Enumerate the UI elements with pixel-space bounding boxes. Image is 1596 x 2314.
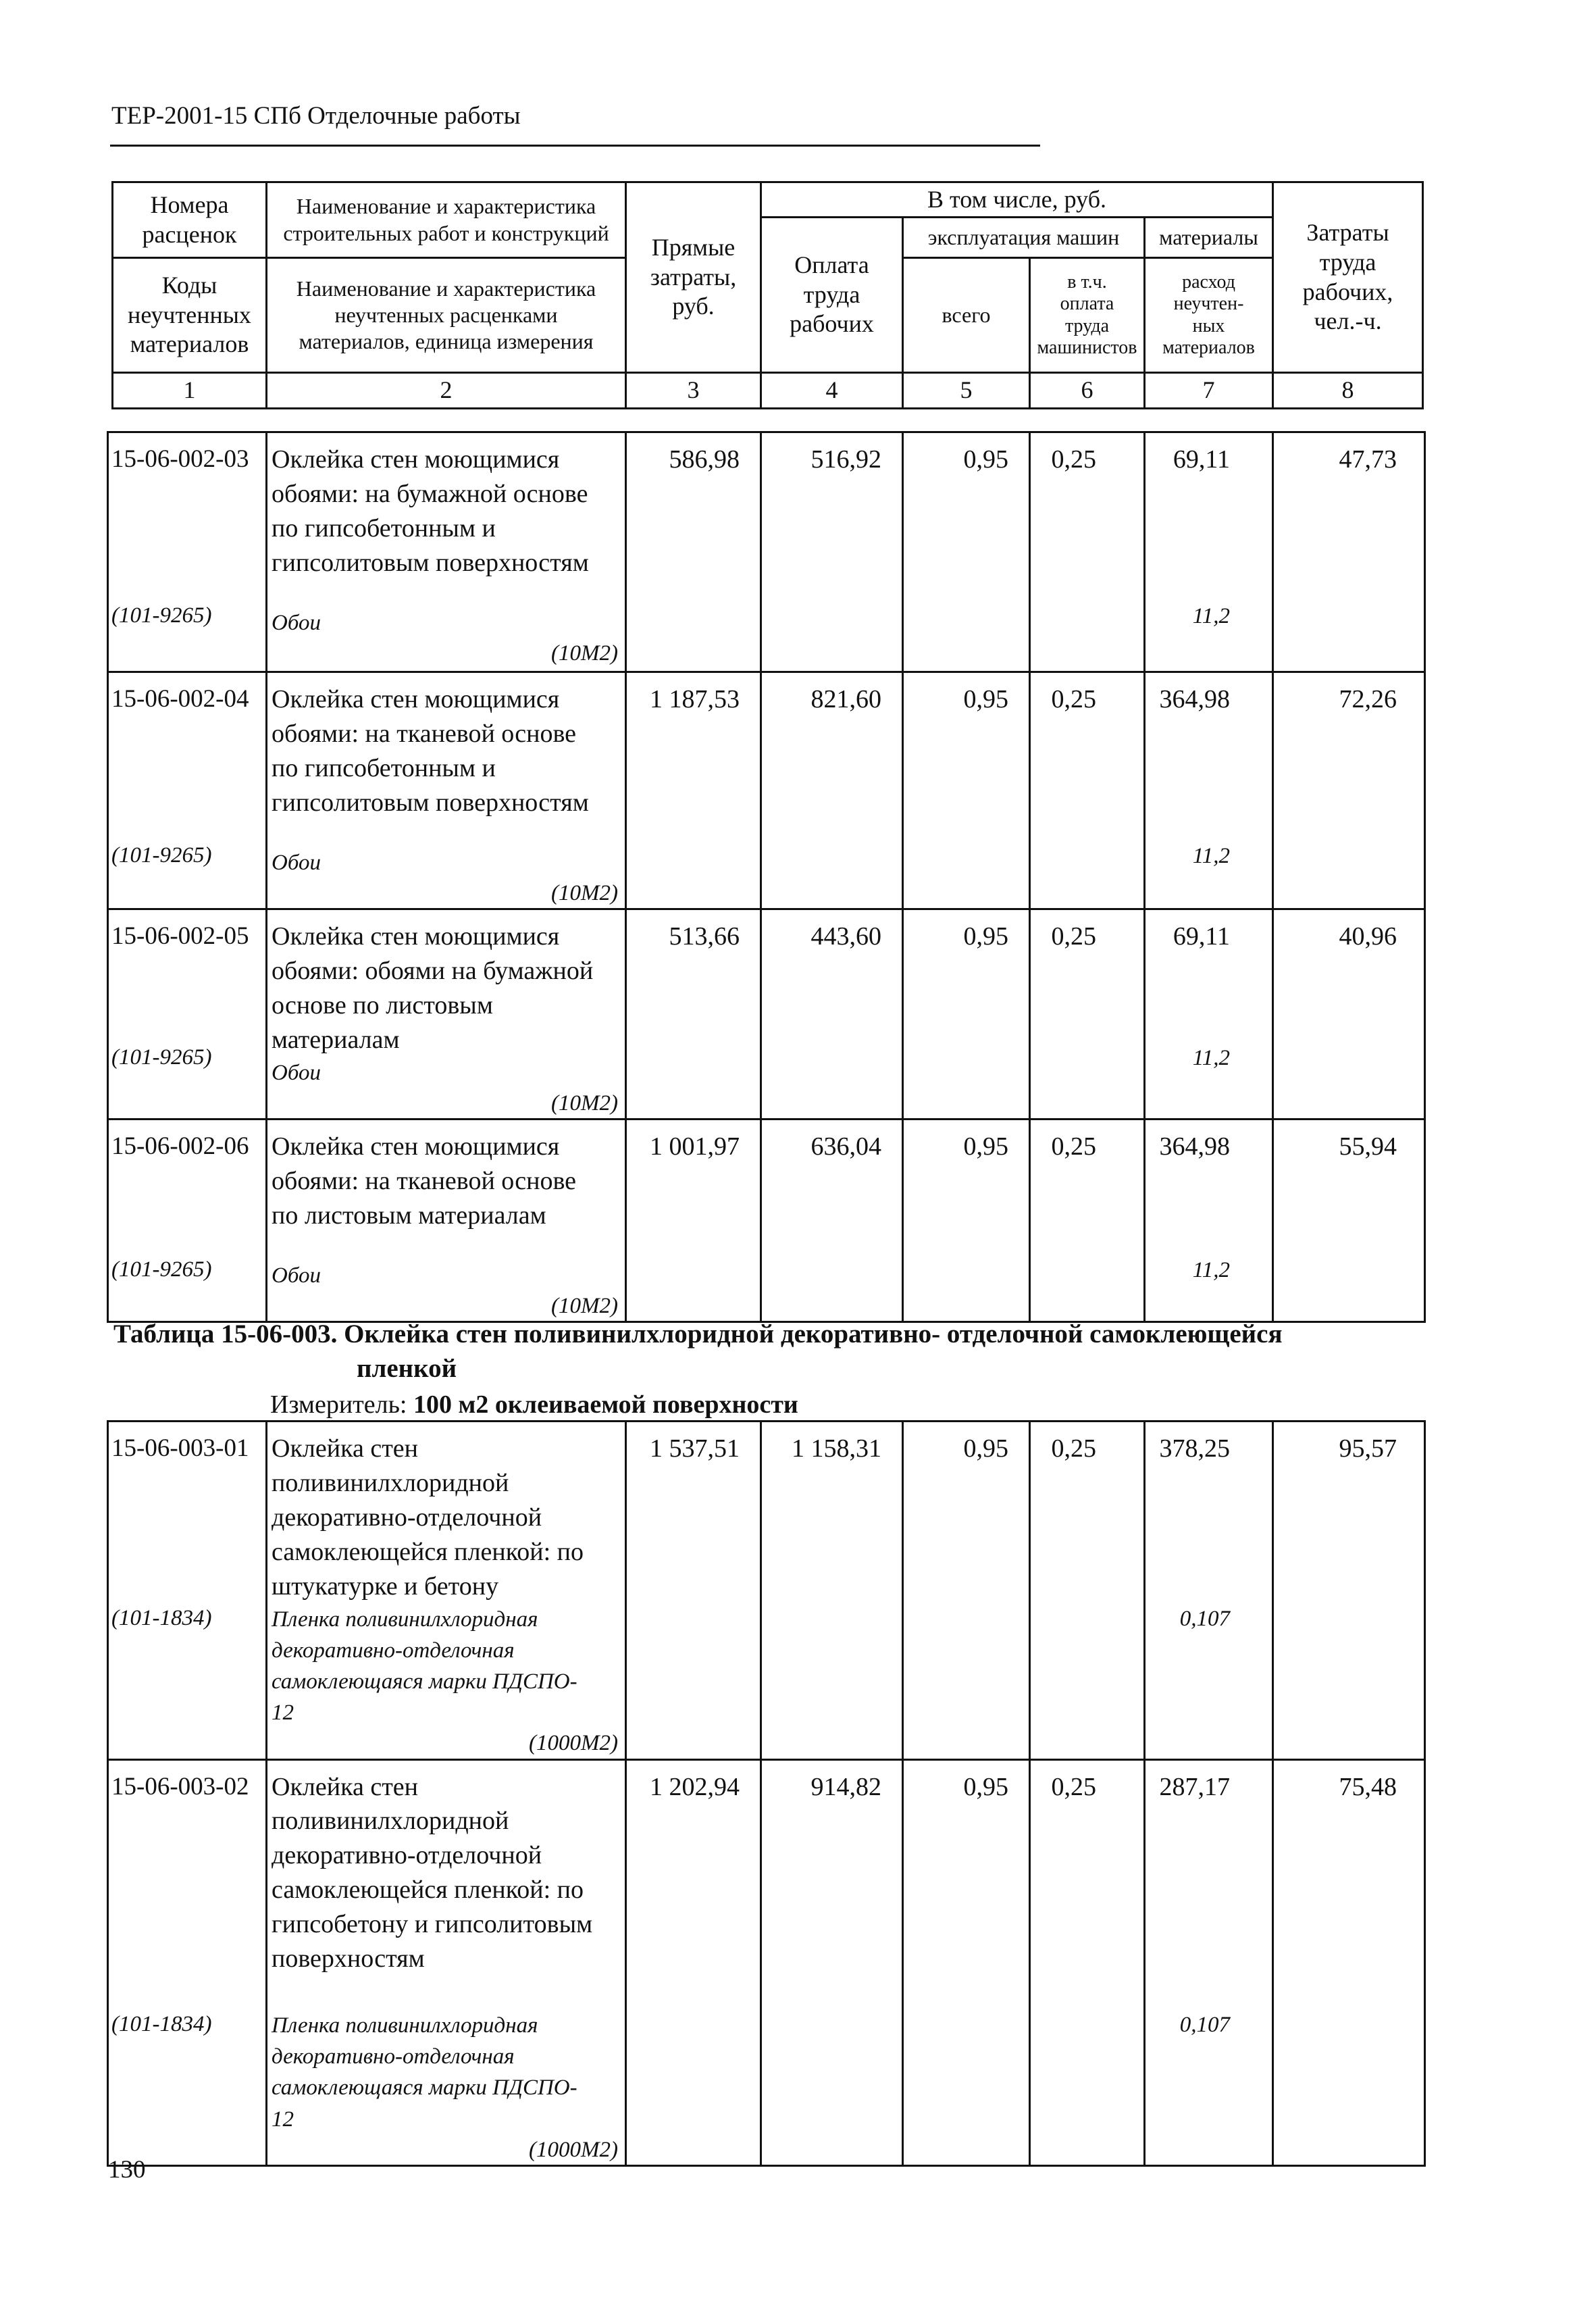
direct-cost: 1 202,94	[626, 1759, 761, 2165]
direct-cost: 586,98	[626, 432, 761, 672]
material-code: (101-1834)	[111, 2012, 212, 2037]
machinists-cost: 0,25	[1030, 432, 1145, 672]
page-header: ТЕР-2001-15 СПб Отделочные работы	[111, 102, 521, 130]
labor-cost: 914,82	[761, 1759, 903, 2165]
material-code: (101-9265)	[111, 603, 212, 628]
work-name-cell: Оклейка стен поливинилхлоридной декоративно-отделочной самоклеющейся пленкой: по штукатурке и бетону Пленка поливинилхлоридная декоративно-отделочная самоклеющаяся марки ПДСПО- 12 (1000М2)	[267, 1422, 626, 1760]
rate-code-cell: 15-06-002-04 (101-9265)	[108, 672, 267, 909]
material-qty: 0,107	[1179, 2013, 1230, 2038]
labor-hours: 40,96	[1273, 909, 1425, 1120]
labor-cost: 516,92	[761, 432, 903, 672]
rate-code-cell: 15-06-002-06 (101-9265)	[108, 1120, 267, 1322]
table-row	[108, 909, 1425, 1120]
material-name: Обои	[272, 850, 321, 875]
col-number: 7	[1145, 373, 1273, 409]
material-name: 12	[272, 2107, 294, 2132]
work-name-cell: Оклейка стен поливинилхлоридной декоративно-отделочной самоклеющейся пленкой: по гипсобетону и гипсолитовым поверхностям Пленка поливинилхлоридная декоративно-отделочная самоклеющаяся марки ПДСПО- 12 (1000М2)	[267, 1759, 626, 2165]
material-name: 12	[272, 1701, 294, 1726]
labor-cost: 443,60	[761, 909, 903, 1120]
machinists-cost: 0,25	[1030, 1759, 1145, 2165]
direct-cost: 1 001,97	[626, 1120, 761, 1322]
work-name-cell: Оклейка стен моющимися обоями: на тканевой основе по листовым материалам Обои (10М2)	[267, 1120, 626, 1322]
machinists-cost: 0,25	[1030, 1120, 1145, 1322]
material-unit: (10М2)	[551, 880, 618, 905]
machines-total: 0,95	[903, 1422, 1030, 1760]
table-row	[108, 1422, 1425, 1760]
material-code: (101-9265)	[111, 842, 212, 867]
header-col1-bottom: Коды неучтенных материалов	[113, 258, 267, 373]
machines-total: 0,95	[903, 909, 1030, 1120]
labor-hours: 95,57	[1273, 1422, 1425, 1760]
labor-cost: 636,04	[761, 1120, 903, 1322]
col-number: 3	[626, 373, 761, 409]
column-header-table	[111, 181, 1424, 409]
material-name: декоративно-отделочная	[272, 2044, 515, 2069]
rate-code-cell: 15-06-002-03 (101-9265)	[108, 432, 267, 672]
work-name-cell: Оклейка стен моющимися обоями: обоями на бумажной основе по листовым материалам Обои (10М2)	[267, 909, 626, 1120]
materials-cost: 287,17 0,107	[1145, 1759, 1273, 2165]
material-unit: (10М2)	[551, 1293, 618, 1318]
direct-cost: 1 537,51	[626, 1422, 761, 1760]
material-qty: 11,2	[1192, 603, 1230, 628]
material-name: Пленка поливинилхлоридная	[272, 2013, 538, 2038]
labor-cost: 1 158,31	[761, 1422, 903, 1760]
materials-cost: 69,11 11,2	[1145, 909, 1273, 1120]
header-col2-bottom: Наименование и характеристика неучтенных расценками материалов, единица измерения	[267, 258, 626, 373]
direct-cost: 513,66	[626, 909, 761, 1120]
material-qty: 11,2	[1192, 843, 1230, 868]
material-unit: (1000М2)	[529, 2137, 618, 2162]
table-row	[108, 1759, 1425, 2165]
header-col1-top: Номера расценок	[113, 182, 267, 258]
rates-table-15-06-003	[107, 1420, 1426, 2167]
col-number: 6	[1030, 373, 1145, 409]
materials-cost: 364,98 11,2	[1145, 672, 1273, 909]
col-number: 4	[761, 373, 903, 409]
table-row	[108, 672, 1425, 909]
table-row	[108, 1120, 1425, 1322]
direct-cost: 1 187,53	[626, 672, 761, 909]
header-rule	[110, 145, 1040, 147]
labor-hours: 55,94	[1273, 1120, 1425, 1322]
machinists-cost: 0,25	[1030, 672, 1145, 909]
materials-cost: 69,11 11,2	[1145, 432, 1273, 672]
material-name: Обои	[272, 1263, 321, 1288]
material-unit: (10М2)	[551, 640, 618, 665]
materials-cost: 364,98 11,2	[1145, 1120, 1273, 1322]
table-row	[108, 432, 1425, 672]
machinists-cost: 0,25	[1030, 909, 1145, 1120]
header-machines: эксплуатация машин	[903, 218, 1145, 258]
header-col4: Оплата труда рабочих	[761, 218, 903, 373]
machines-total: 0,95	[903, 672, 1030, 909]
rate-code-cell: 15-06-003-02 (101-1834)	[108, 1759, 267, 2165]
header-col2-top: Наименование и характеристика строительных работ и конструкций	[267, 182, 626, 258]
machinists-cost: 0,25	[1030, 1422, 1145, 1760]
work-name-cell: Оклейка стен моющимися обоями: на тканевой основе по гипсобетонным и гипсолитовым поверхностям Обои (10М2)	[267, 672, 626, 909]
labor-cost: 821,60	[761, 672, 903, 909]
machines-total: 0,95	[903, 1759, 1030, 2165]
labor-hours: 47,73	[1273, 432, 1425, 672]
material-name: самоклеющаяся марки ПДСПО-	[272, 2076, 577, 2101]
header-group: В том числе, руб.	[761, 182, 1273, 218]
material-code: (101-9265)	[111, 1257, 212, 1282]
rate-code-cell: 15-06-003-01 (101-1834)	[108, 1422, 267, 1760]
rates-table-15-06-002	[107, 431, 1426, 1323]
material-name: Обои	[272, 1060, 321, 1085]
material-qty: 11,2	[1192, 1257, 1230, 1282]
material-qty: 11,2	[1192, 1045, 1230, 1070]
rate-code-cell: 15-06-002-05 (101-9265)	[108, 909, 267, 1120]
header-col6: в т.ч. оплата труда машинистов	[1030, 258, 1145, 373]
col-number: 8	[1273, 373, 1423, 409]
material-name: Пленка поливинилхлоридная	[272, 1607, 538, 1632]
labor-hours: 75,48	[1273, 1759, 1425, 2165]
work-name-cell: Оклейка стен моющимися обоями: на бумажной основе по гипсобетонным и гипсолитовым поверхностям Обои (10М2)	[267, 432, 626, 672]
header-col3: Прямые затраты, руб.	[626, 182, 761, 373]
machines-total: 0,95	[903, 1120, 1030, 1322]
table-caption: Таблица 15-06-003. Оклейка стен поливинилхлоридной декоративно- отделочной самоклеющейся пленкой	[113, 1319, 1283, 1383]
material-name: Обои	[272, 610, 321, 635]
header-col7: расход неучтен- ных материалов	[1145, 258, 1273, 373]
material-unit: (10М2)	[551, 1090, 618, 1115]
material-code: (101-1834)	[111, 1605, 212, 1630]
materials-cost: 378,25 0,107	[1145, 1422, 1273, 1760]
material-code: (101-9265)	[111, 1045, 212, 1070]
labor-hours: 72,26	[1273, 672, 1425, 909]
material-name: декоративно-отделочная	[272, 1638, 515, 1663]
material-qty: 0,107	[1179, 1606, 1230, 1631]
material-name: самоклеющаяся марки ПДСПО-	[272, 1669, 577, 1694]
header-materials: материалы	[1145, 218, 1273, 258]
measure-line: Измеритель: 100 м2 оклеиваемой поверхности	[270, 1390, 798, 1419]
col-number: 5	[903, 373, 1030, 409]
col-number: 2	[267, 373, 626, 409]
header-col5: всего	[903, 258, 1030, 373]
material-unit: (1000М2)	[529, 1731, 618, 1756]
machines-total: 0,95	[903, 432, 1030, 672]
col-number: 1	[113, 373, 267, 409]
page-number: 130	[108, 2156, 146, 2184]
header-col8: Затраты труда рабочих, чел.-ч.	[1273, 182, 1423, 373]
